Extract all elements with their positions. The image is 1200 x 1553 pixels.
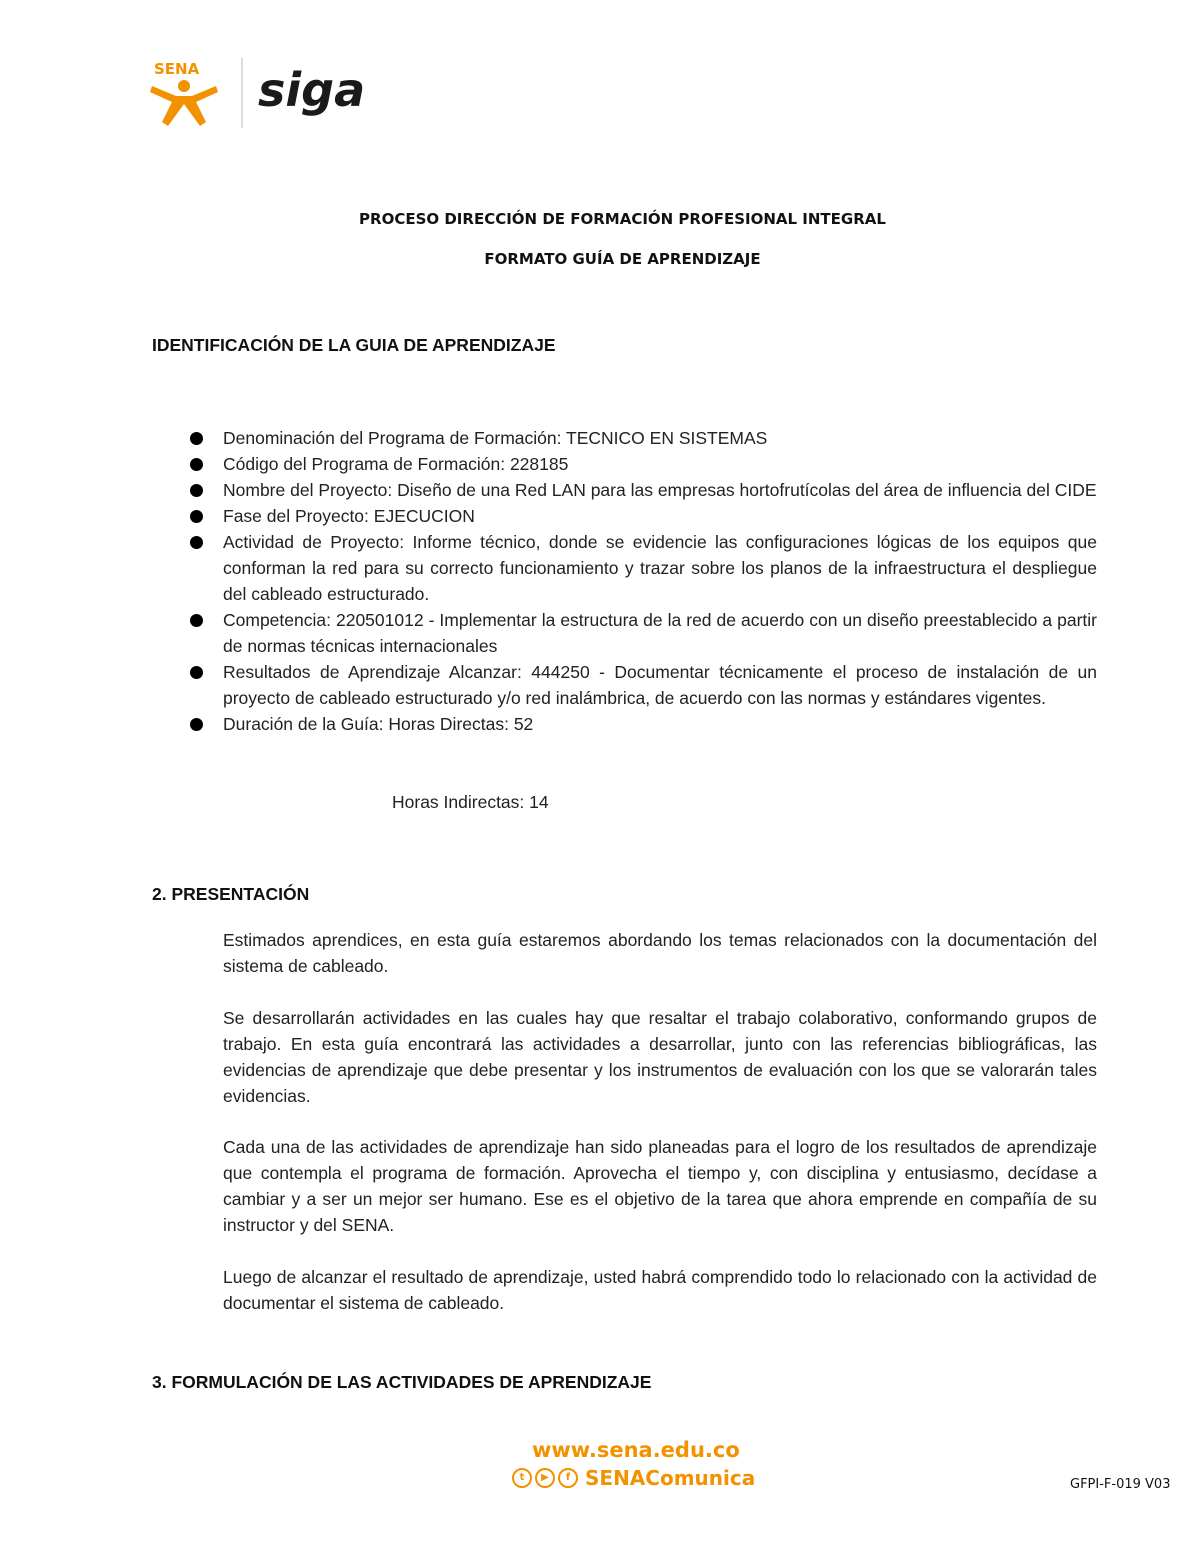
list-item: [185, 503, 1097, 529]
bullet-icon: [190, 458, 203, 471]
list-item: [185, 659, 1097, 711]
format-title: FORMATO GUÍA DE APRENDIZAJE: [484, 250, 761, 268]
bullet-icon: [190, 484, 203, 497]
list-item: [185, 425, 1097, 451]
list-item: [185, 529, 1097, 607]
bullet-icon: [190, 614, 203, 627]
footer-url-link[interactable]: www.sena.edu.co: [532, 1438, 740, 1462]
bullet-icon: [190, 536, 203, 549]
list-item-text: Denominación del Programa de Formación: TECNICO EN SISTEMAS: [223, 428, 768, 448]
siga-logo-text: siga: [258, 63, 366, 117]
process-title: PROCESO DIRECCIÓN DE FORMACIÓN PROFESIONAL INTEGRAL: [359, 210, 886, 228]
indirect-hours: Horas Indirectas: 14: [392, 792, 549, 812]
list-item: [185, 607, 1097, 659]
facebook-icon[interactable]: f: [558, 1468, 578, 1488]
list-item-text: Código del Programa de Formación: 228185: [223, 454, 569, 474]
list-item: [185, 711, 1097, 737]
section-identification-title: IDENTIFICACIÓN DE LA GUIA DE APRENDIZAJE: [152, 335, 556, 355]
section-presentation-title: 2. PRESENTACIÓN: [152, 884, 310, 904]
list-item-text: Nombre del Proyecto: Diseño de una Red LAN para las empresas hortofrutícolas del área de influencia del CIDE: [223, 480, 1097, 500]
presentation-paragraph: Luego de alcanzar el resultado de aprendizaje, usted habrá comprendido todo lo relacionado con la actividad de documentar el sistema de cableado.: [223, 1267, 1097, 1313]
footer-social: [512, 1466, 755, 1490]
list-item-text: Duración de la Guía: Horas Directas: 52: [223, 714, 534, 734]
twitter-icon[interactable]: t: [512, 1468, 532, 1488]
document-code: GFPI-F-019 V03: [1070, 1477, 1171, 1492]
presentation-paragraph: Se desarrollarán actividades en las cuales hay que resaltar el trabajo colaborativo, conformando grupos de trabajo. En esta guía encontrará las actividades a desarrollar, junto con las referencias bibliográficas, las evidencias de aprendizaje que debe presentar y los instrumentos de evaluación con los que se valorarán tales evidencias.: [223, 1008, 1097, 1106]
sena-logo-mark: [148, 52, 388, 132]
youtube-icon[interactable]: ▶: [535, 1468, 555, 1488]
list-item-text: Resultados de Aprendizaje Alcanzar: 444250 - Documentar técnicamente el proceso de instalación de un proyecto de cableado estructurado y/o red inalámbrica, de acuerdo con las normas y estándares vigentes.: [223, 662, 1097, 708]
list-item: [185, 477, 1097, 503]
list-item: [185, 451, 1097, 477]
list-item-text: Actividad de Proyecto: Informe técnico, donde se evidencie las configuraciones lógicas de los equipos que conforman la red para su correcto funcionamiento y trazar sobre los planos de la infraestructura el despliegue del cableado estructurado.: [223, 532, 1097, 604]
sena-siga-logo: [148, 52, 388, 132]
sena-logo-text: SENA: [154, 60, 200, 78]
bullet-icon: [190, 718, 203, 731]
bullet-icon: [190, 666, 203, 679]
identification-list: [185, 425, 1097, 737]
bullet-icon: [190, 432, 203, 445]
presentation-paragraph: Cada una de las actividades de aprendizaje han sido planeadas para el logro de los resultados de aprendizaje que contempla el programa de formación. Aprovecha el tiempo y, con disciplina y entusiasmo, decídase a cambiar y a ser un mejor ser humano. Ese es el objetivo de la tarea que ahora emprende en compañía de su instructor y del SENA.: [223, 1137, 1097, 1235]
social-handle[interactable]: SENAComunica: [585, 1466, 756, 1490]
section-activities-title: 3. FORMULACIÓN DE LAS ACTIVIDADES DE APRENDIZAJE: [152, 1372, 652, 1392]
list-item-text: Competencia: 220501012 - Implementar la estructura de la red de acuerdo con un diseño preestablecido a partir de normas técnicas internacionales: [223, 610, 1097, 656]
bullet-icon: [190, 510, 203, 523]
presentation-paragraph: Estimados aprendices, en esta guía estaremos abordando los temas relacionados con la documentación del sistema de cableado.: [223, 930, 1097, 976]
list-item-text: Fase del Proyecto: EJECUCION: [223, 506, 475, 526]
